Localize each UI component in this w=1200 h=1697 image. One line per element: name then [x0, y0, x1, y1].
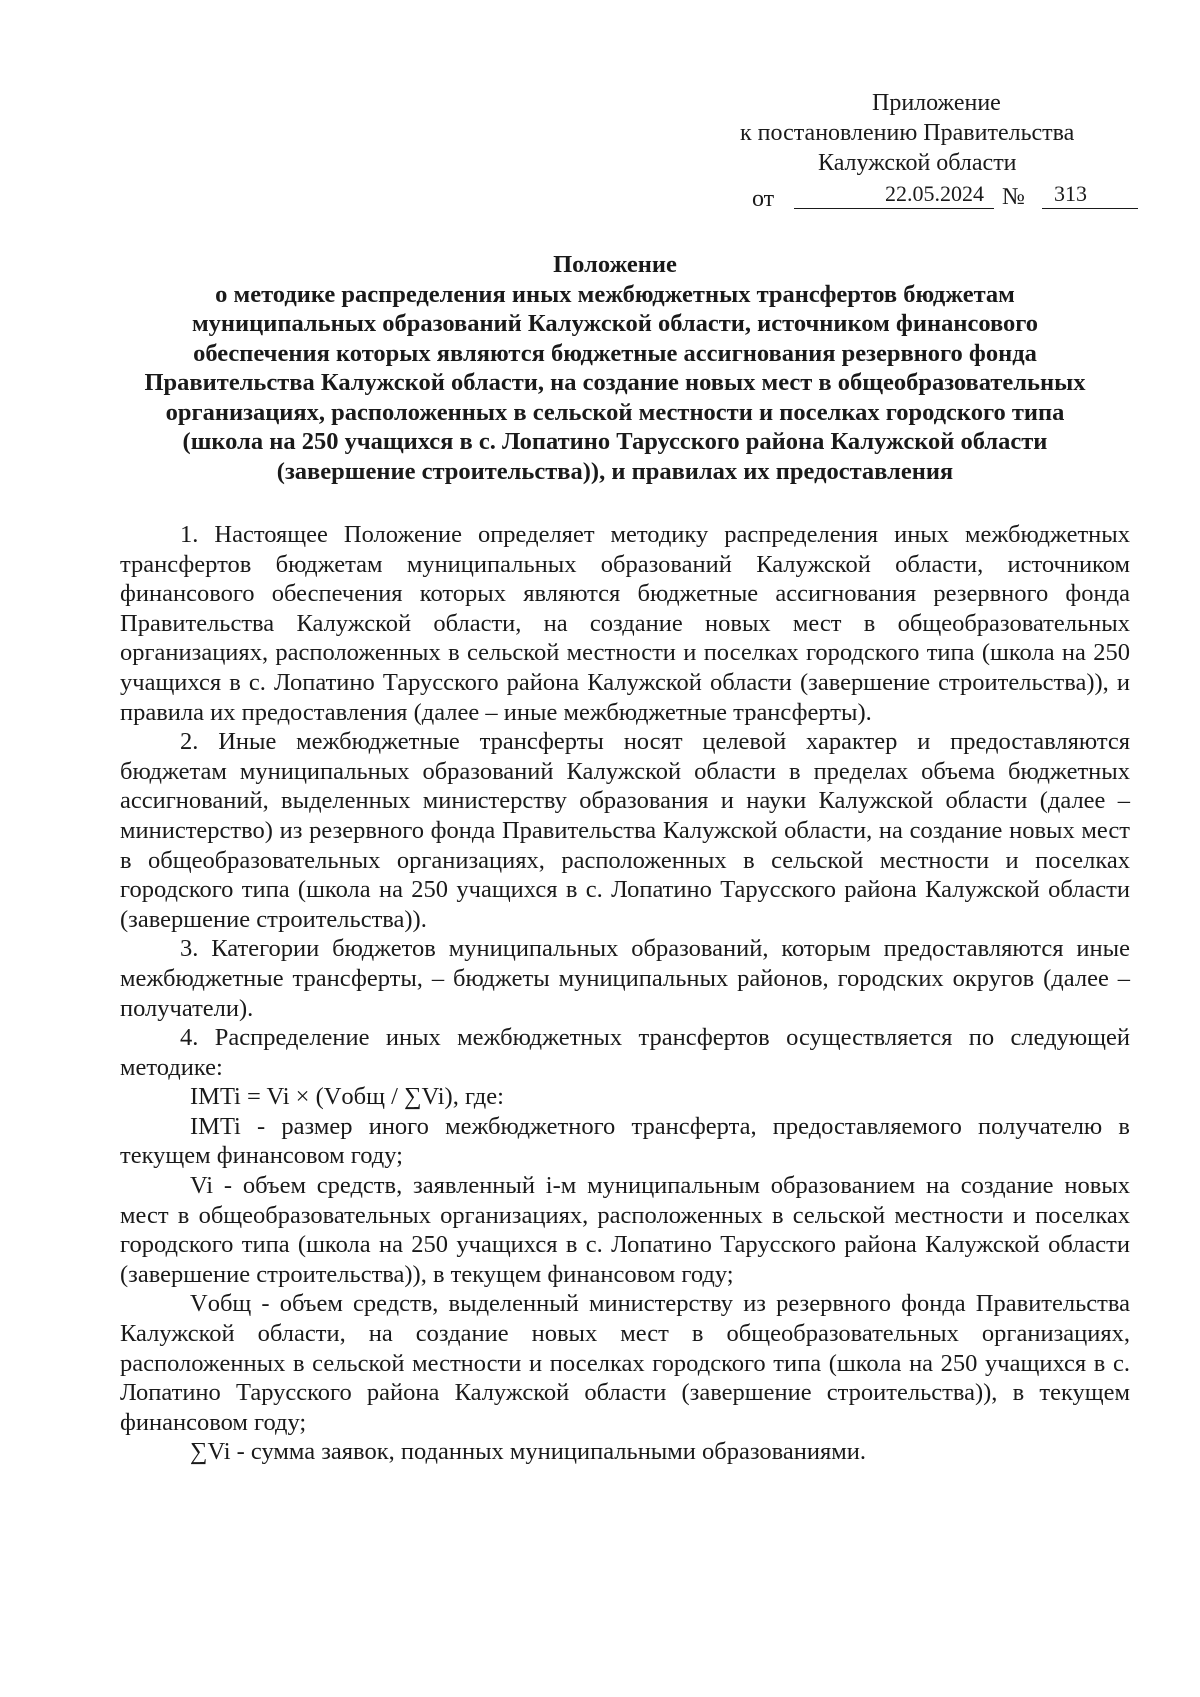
title-line: организациях, расположенных в сельской местности и поселках городского типа: [165, 398, 1065, 426]
definition-imti: IMTi - размер иного межбюджетного трансферта, предоставляемого получателю в текущем финансовом году;: [120, 1112, 1130, 1170]
title-line: обеспечения которых являются бюджетные ассигнования резервного фонда: [193, 339, 1037, 367]
from-label: от: [752, 186, 775, 212]
appendix-region: Калужской области: [818, 150, 1017, 176]
number-sign: №: [1002, 184, 1025, 210]
appendix-date-number-line: [740, 180, 1140, 214]
resolution-date: 22.05.2024: [794, 180, 994, 209]
resolution-number: 313: [1042, 180, 1138, 209]
title-line: (школа на 250 учащихся в с. Лопатино Тарусского района Калужской области: [182, 428, 1048, 455]
paragraph-3: 3. Категории бюджетов муниципальных образований, которым предоставляются иные межбюджетные трансферты, – бюджеты муниципальных районов, городских округов (далее – получатели).: [120, 935, 1130, 1022]
document-body: [120, 520, 1130, 1467]
paragraph-1: 1. Настоящее Положение определяет методику распределения иных межбюджетных трансфертов бюджетам муниципальных образований Калужской области, источником финансового обеспечения которых являются бюджетные ассигнования резервного фонда Правительства Калужской области, на создание новых мест в общеобразовательных организациях, расположенных в сельской местности и поселках городского типа (школа на 250 учащихся в с. Лопатино Тарусского района Калужской области (завершение строительства)), и правила их предоставления (далее – иные межбюджетные трансферты).: [120, 521, 1130, 726]
title-line: о методике распределения иных межбюджетных трансфертов бюджетам: [215, 280, 1015, 308]
appendix-resolution: к постановлению Правительства: [740, 120, 1075, 146]
definition-vi: Vi - объем средств, заявленный i-м муниципальным образованием на создание новых мест в общеобразовательных организациях, расположенных в сельской местности и поселках городского типа (школа на 250 учащихся в с. Лопатино Тарусского района Калужской области (завершение строительства)), в текущем финансовом году;: [120, 1172, 1130, 1288]
paragraph-2: 2. Иные межбюджетные трансферты носят целевой характер и предоставляются бюджетам муниципальных образований Калужской области в пределах объема бюджетных ассигнований, выделенных министерству образования и науки Калужской области (далее – министерство) из резервного фонда Правительства Калужской области, на создание новых мест в общеобразовательных организациях, расположенных в сельской местности и поселках городского типа (школа на 250 учащихся в с. Лопатино Тарусского района Калужской области (завершение строительства)).: [120, 728, 1130, 933]
definition-vobsh: Vобщ - объем средств, выделенный министерству из резервного фонда Правительства Калужской области, на создание новых мест в общеобразовательных организациях, расположенных в сельской местности и поселках городского типа (школа на 250 учащихся в с. Лопатино Тарусского района Калужской области (завершение строительства)), в текущем финансовом году;: [120, 1290, 1130, 1436]
document-title: [110, 250, 1120, 486]
appendix-block: [740, 88, 1140, 214]
paragraph-4: 4. Распределение иных межбюджетных трансфертов осуществляется по следующей методике:: [120, 1024, 1130, 1081]
formula: IMTi = Vi × (Vобщ / ∑Vi), где:: [190, 1083, 504, 1111]
title-line: (завершение строительства)), и правилах их предоставления: [276, 457, 954, 485]
title-heading: Положение: [553, 251, 677, 278]
definition-sum: ∑Vi - сумма заявок, поданных муниципальными образованиями.: [190, 1438, 866, 1466]
title-line: муниципальных образований Калужской области, источником финансового: [191, 310, 1039, 337]
title-line: Правительства Калужской области, на создание новых мест в общеобразовательных: [144, 369, 1086, 396]
appendix-title: Приложение: [872, 90, 1001, 116]
